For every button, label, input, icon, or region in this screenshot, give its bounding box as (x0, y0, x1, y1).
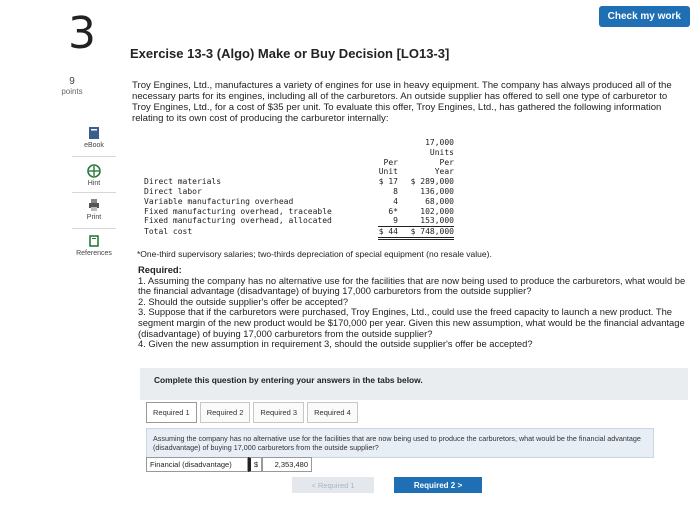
footnote: *One-third supervisory salaries; two-thirds depreciation of special equipment (no resale value). (137, 249, 492, 259)
table-row: Fixed manufacturing overhead, allocated 9 153,000 (144, 216, 454, 226)
required-item: 4. Given the new assumption in requirement 3, should the outside supplier's offer be accepted? (138, 338, 533, 350)
answer-input[interactable] (262, 457, 312, 472)
sidebar-item-label: eBook (84, 142, 104, 149)
header-units: Units (429, 147, 454, 157)
printer-icon (87, 198, 101, 212)
points-value: 9 (69, 76, 75, 87)
currency-symbol: $ (248, 457, 262, 472)
answer-row (146, 457, 312, 472)
sidebar-item-hint[interactable] (70, 164, 118, 187)
points-box (52, 76, 92, 96)
tab-required-1[interactable]: Required 1 (146, 402, 197, 423)
answer-label: Financial (disadvantage) (146, 457, 248, 472)
book-icon (87, 126, 101, 140)
table-row: Fixed manufacturing overhead, traceable 6* 102,000 (144, 206, 454, 216)
header-per-unit: Per (383, 157, 398, 167)
required-item: 3. Suppose that if the carburetors were purchased, Troy Engines, Ltd., could use the freed capacity to launch a new product. The segment margin of the new product would be $170,000 per year. Given this new assumption, what would be the financial advantage (disadvantage) of buying 17,000 carburetors from the outside supplier? (138, 306, 685, 339)
required-heading: Required: (138, 264, 182, 275)
instruction-box: Complete this question by entering your answers in the tabs below. (140, 368, 688, 400)
question-panel: Assuming the company has no alternative use for the facilities that are now being used to produce the carburetors, what would be the financial advantage (disadvantage) of buying 17,000 carburetors from the outside supplier? (146, 428, 654, 458)
problem-intro: Troy Engines, Ltd., manufactures a variety of engines for use in heavy equipment. The company has always produced all of the necessary parts for its engines, including all of the carburetors. An outside supplier has offered to sell one type of carburetor to Troy Engines, Ltd., for a cost of $35 per unit. To evaluate this offer, Troy Engines, Ltd., has gathered the following information relating to its own cost of producing the carburetor internally: (132, 80, 672, 124)
question-number: 3 (68, 8, 96, 59)
requirement-tabs (146, 402, 361, 423)
next-requirement-button[interactable]: Required 2 > (394, 477, 482, 493)
table-row: Variable manufacturing overhead 4 68,000 (144, 196, 454, 206)
header-per-year: Year (434, 167, 454, 177)
sidebar-item-label: Print (86, 214, 102, 221)
cost-table (144, 138, 454, 240)
required-item: 1. Assuming the company has no alternative use for the facilities that are now being used to produce the carburetors, what would be the financial advantage (disadvantage) of buying 17,000 carburetors from the outside supplier? (138, 274, 686, 297)
sidebar-item-references[interactable] (70, 234, 118, 257)
header-per-unit: Unit (378, 167, 398, 177)
table-total-row: Total cost $ 44 $ 748,000 (144, 227, 454, 240)
tab-required-3[interactable]: Required 3 (253, 402, 304, 423)
sidebar-item-label: Hint (87, 180, 101, 187)
sidebar-item-ebook[interactable] (70, 126, 118, 149)
sidebar-item-label: References (76, 250, 112, 257)
header-units: 17,000 (425, 138, 454, 147)
row-label: Direct materials (144, 177, 222, 187)
header-per-year: Per (439, 157, 454, 167)
table-row: $ 17 $ 289,000 (378, 177, 454, 187)
page-title: Exercise 13-3 (Algo) Make or Buy Decision [LO13-3] (130, 46, 450, 61)
points-label: points (61, 87, 83, 96)
table-row: Direct labor 8 136,000 (144, 186, 454, 196)
prev-requirement-button[interactable]: < Required 1 (292, 477, 374, 493)
check-my-work-button[interactable]: Check my work (599, 6, 690, 27)
references-icon (87, 234, 101, 248)
required-section (138, 265, 688, 350)
sidebar-item-print[interactable] (70, 198, 118, 221)
hint-icon (87, 164, 101, 178)
tab-required-4[interactable]: Required 4 (307, 402, 358, 423)
required-item: 2. Should the outside supplier's offer be accepted? (138, 295, 349, 307)
tab-required-2[interactable]: Required 2 (200, 402, 251, 423)
